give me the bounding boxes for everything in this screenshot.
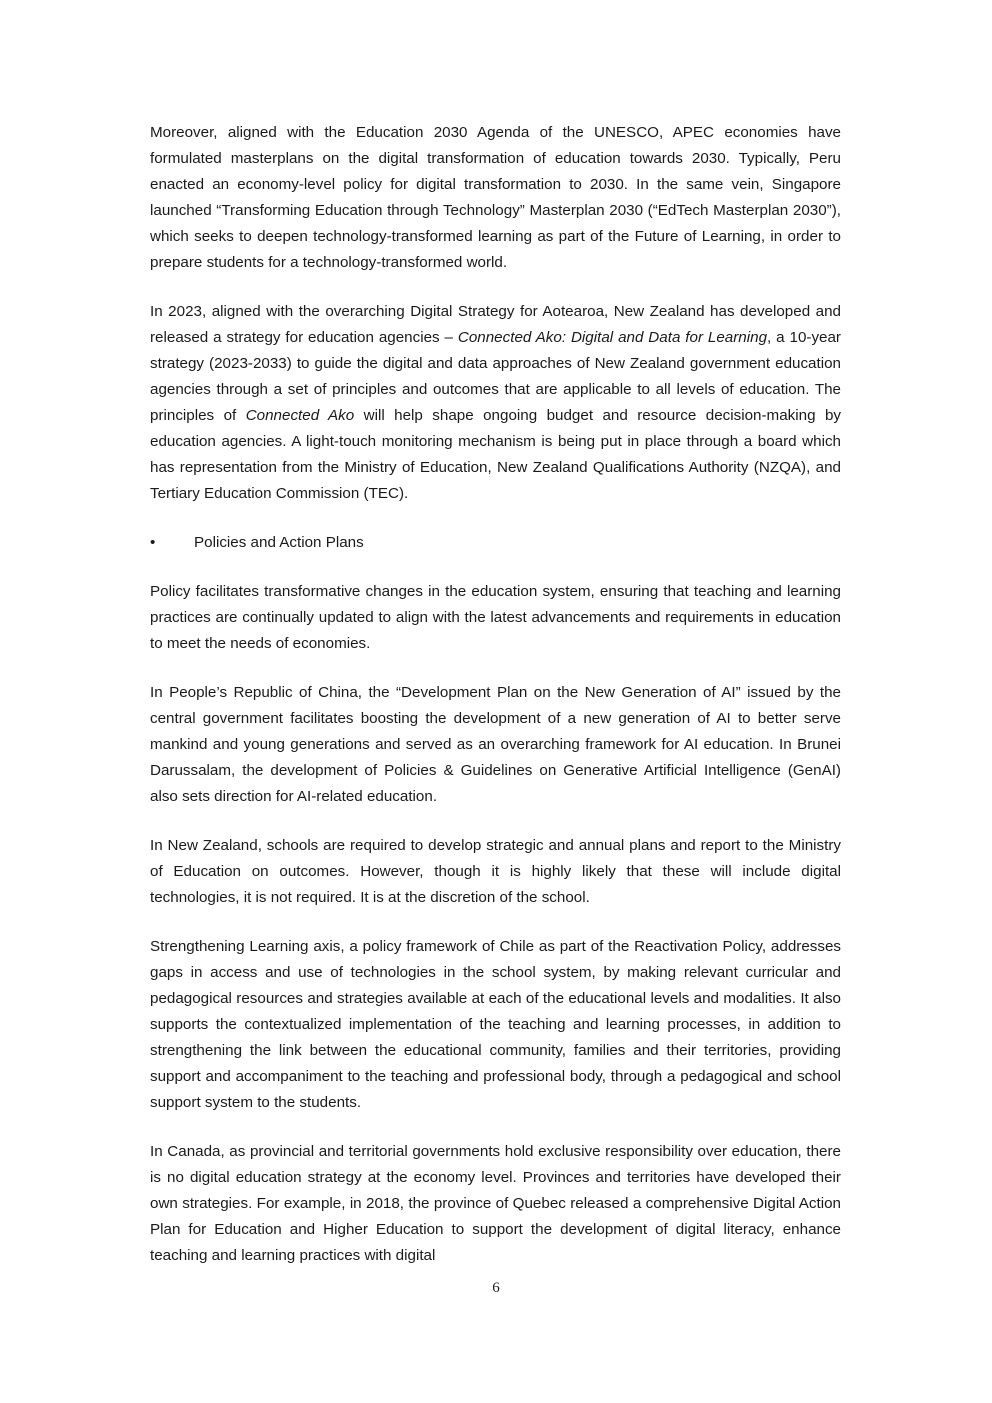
paragraph-text: will help shape ongoing budget and resource decision-making by education agencies. A light-touch monitoring mechanism is being put in place through a board which has representation from the Ministry of Education, New Zealand Qualifications Authority (NZQA), and Tertiary Education Commission (TEC).	[150, 407, 841, 502]
paragraph-policy-intro: Policy facilitates transformative changes in the education system, ensuring that teaching and learning practices are continually updated to align with the latest advancements and requirements in education to meet the needs of economies.	[150, 583, 841, 652]
bullet-dot-icon: •	[150, 534, 156, 551]
paragraph-text: In 2023, aligned with the overarching Digital Strategy for Aotearoa, New Zealand has developed and released a strategy for education agencies –	[150, 303, 841, 346]
paragraph-new-zealand-schools: In New Zealand, schools are required to develop strategic and annual plans and report to the Ministry of Education on outcomes. However, though it is highly likely that these will include digital technologies, it is not required. It is at the discretion of the school.	[150, 837, 841, 906]
italic-title: Connected Ako	[245, 407, 355, 424]
paragraph-education-2030: Moreover, aligned with the Education 2030 Agenda of the UNESCO, APEC economies have formulated masterplans on the digital transformation of education towards 2030. Typically, Peru enacted an economy-level policy for digital transformation to 2030. In the same vein, Singapore launched “Transforming Education through Technology” Masterplan 2030 (“EdTech Masterplan 2030”), which seeks to deepen technology-transformed learning as part of the Future of Learning, in order to prepare students for a technology-transformed world.	[150, 124, 841, 271]
paragraph-text: , a 10-year strategy (2023-2033) to guide the digital and data approaches of New Zealand government education agencies through a set of principles and outcomes that are applicable to all levels of education. The principles of	[150, 329, 841, 424]
paragraph-chile: Strengthening Learning axis, a policy framework of Chile as part of the Reactivation Policy, addresses gaps in access and use of technologies in the school system, by making relevant curricular and pedagogical resources and strategies available at each of the educational levels and modalities. It also supports the contextualized implementation of the teaching and learning processes, in addition to strengthening the link between the educational community, families and their territories, providing support and accompaniment to the teaching and professional body, through a pedagogical and school support system to the students.	[150, 938, 841, 1111]
italic-title: Connected Ako: Digital and Data for Learning	[457, 329, 768, 346]
bullet-label: Policies and Action Plans	[194, 534, 364, 551]
paragraph-connected-ako	[150, 299, 841, 507]
document-body	[150, 120, 841, 1292]
page-number: 6	[492, 1280, 500, 1296]
paragraph-china-brunei: In People’s Republic of China, the “Development Plan on the New Generation of AI” issued by the central government facilitates boosting the development of a new generation of AI to better serve mankind and young generations and served as an overarching framework for AI education. In Brunei Darussalam, the development of Policies & Guidelines on Generative Artificial Intelligence (GenAI) also sets direction for AI-related education.	[150, 684, 841, 805]
paragraph-canada: In Canada, as provincial and territorial governments hold exclusive responsibility over education, there is no digital education strategy at the economy level. Provinces and territories have developed their own strategies. For example, in 2018, the province of Quebec released a comprehensive Digital Action Plan for Education and Higher Education to support the development of digital literacy, enhance teaching and learning practices with digital	[150, 1143, 841, 1264]
bullet-heading-policies	[150, 530, 841, 556]
